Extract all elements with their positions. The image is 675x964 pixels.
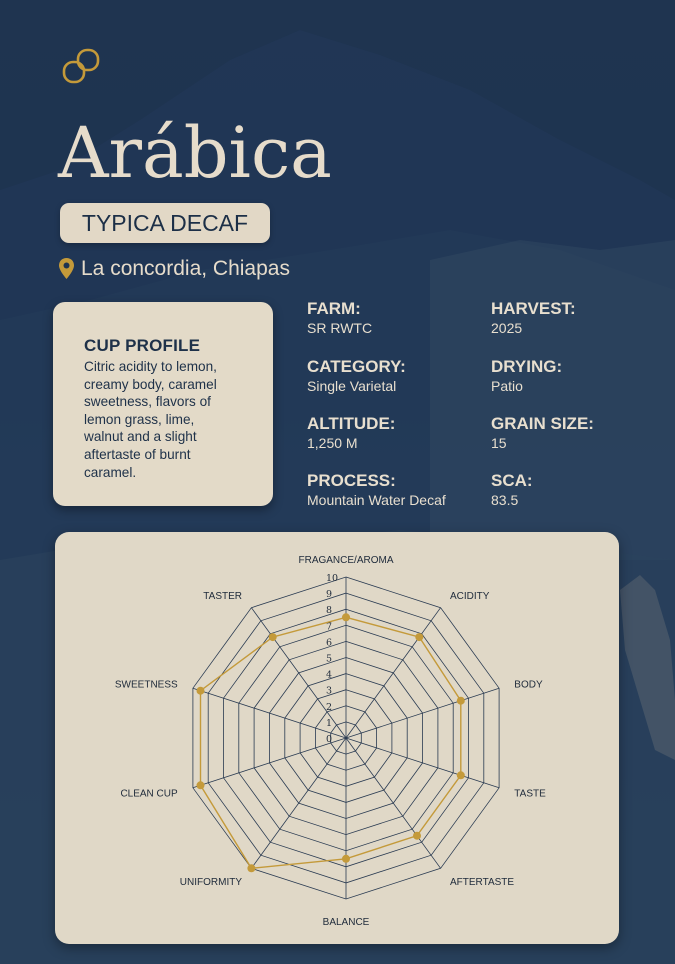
cup-profile-line: sweetness, flavors of	[84, 394, 211, 410]
spec-drying	[491, 357, 562, 395]
radar-tick-label: 7	[326, 621, 333, 633]
radar-tick-label: 5	[326, 653, 333, 665]
brand-title: Arábica	[58, 112, 332, 194]
radar-axis-label: BODY	[514, 679, 543, 691]
spec-grain-size	[491, 414, 594, 452]
radar-tick-label: 3	[326, 685, 333, 697]
radar-tick-label: 2	[326, 701, 333, 713]
linked-squares-icon	[60, 46, 104, 90]
spec-value: SR RWTC	[307, 320, 373, 336]
spec-value: Mountain Water Decaf	[307, 492, 446, 508]
radar-tick-label: 9	[326, 589, 333, 601]
cup-profile-line: walnut and a slight	[84, 429, 197, 445]
cup-profile-line: aftertaste of burnt	[84, 446, 191, 462]
spec-farm	[307, 299, 372, 337]
radar-axis-label: FRAGANCE/AROMA	[298, 555, 394, 566]
radar-tick-label: 8	[326, 605, 333, 617]
spec-category	[307, 357, 406, 395]
radar-data-point	[269, 633, 277, 641]
radar-chart	[55, 532, 619, 944]
cup-profile-line: Citric acidity to lemon,	[84, 359, 217, 374]
spec-sca	[491, 471, 533, 509]
radar-data-point	[457, 697, 465, 705]
radar-data-point	[197, 781, 205, 789]
radar-tick-label: 10	[326, 573, 339, 584]
radar-axis-label: UNIFORMITY	[179, 877, 242, 889]
radar-data-point	[247, 864, 255, 872]
spec-label: FARM:	[307, 299, 361, 318]
radar-axis-label: SWEETNESS	[114, 679, 178, 691]
spec-value: 83.5	[491, 492, 519, 508]
spec-label: PROCESS:	[307, 471, 396, 490]
spec-value: 1,250 M	[307, 435, 358, 451]
radar-data-point	[342, 613, 350, 621]
spec-label: HARVEST:	[491, 299, 576, 318]
spec-value: 2025	[491, 320, 523, 336]
variety-label: TYPICA DECAF	[81, 209, 249, 236]
map-pin-icon	[58, 257, 75, 281]
cup-profile-card	[53, 302, 273, 506]
radar-data-point	[415, 633, 423, 641]
radar-axis-label: CLEAN CUP	[120, 788, 178, 800]
radar-chart-card	[55, 532, 619, 944]
cup-profile-description	[84, 358, 253, 481]
location-line	[58, 256, 290, 282]
radar-spoke	[251, 738, 346, 868]
spec-value: Patio	[491, 378, 523, 394]
radar-data-point	[457, 771, 465, 779]
radar-spoke	[346, 608, 441, 738]
radar-tick-label: 4	[326, 669, 333, 681]
radar-tick-label: 0	[326, 734, 333, 745]
radar-data-point	[342, 855, 350, 863]
spec-process	[307, 471, 446, 509]
spec-label: GRAIN SIZE:	[491, 414, 594, 433]
radar-axis-label: ACIDITY	[450, 590, 490, 602]
radar-data-point	[413, 832, 421, 840]
spec-value: Single Varietal	[307, 378, 397, 394]
radar-axis-label: BALANCE	[322, 917, 370, 928]
spec-value: 15	[491, 435, 507, 451]
radar-axis-label: AFTERTASTE	[450, 877, 515, 889]
cup-profile-title: CUP PROFILE	[84, 336, 201, 355]
spec-label: CATEGORY:	[307, 357, 406, 376]
variety-badge	[60, 203, 270, 243]
cup-profile-line: caramel.	[84, 464, 137, 480]
location-text: La concordia, Chiapas	[81, 257, 290, 280]
spec-altitude	[307, 414, 395, 452]
spec-label: DRYING:	[491, 357, 563, 376]
radar-axis-label: TASTER	[203, 590, 242, 602]
radar-spoke	[346, 738, 441, 868]
spec-label: SCA:	[491, 471, 533, 490]
spec-label: ALTITUDE:	[307, 414, 396, 433]
radar-data-point	[197, 687, 205, 695]
radar-axis-label: TASTE	[514, 788, 546, 800]
cup-profile-line: lemon grass, lime,	[84, 411, 195, 427]
spec-harvest	[491, 299, 576, 337]
cup-profile-line: creamy body, caramel	[84, 376, 217, 392]
radar-tick-label: 1	[326, 717, 333, 729]
radar-tick-label: 6	[326, 637, 333, 649]
